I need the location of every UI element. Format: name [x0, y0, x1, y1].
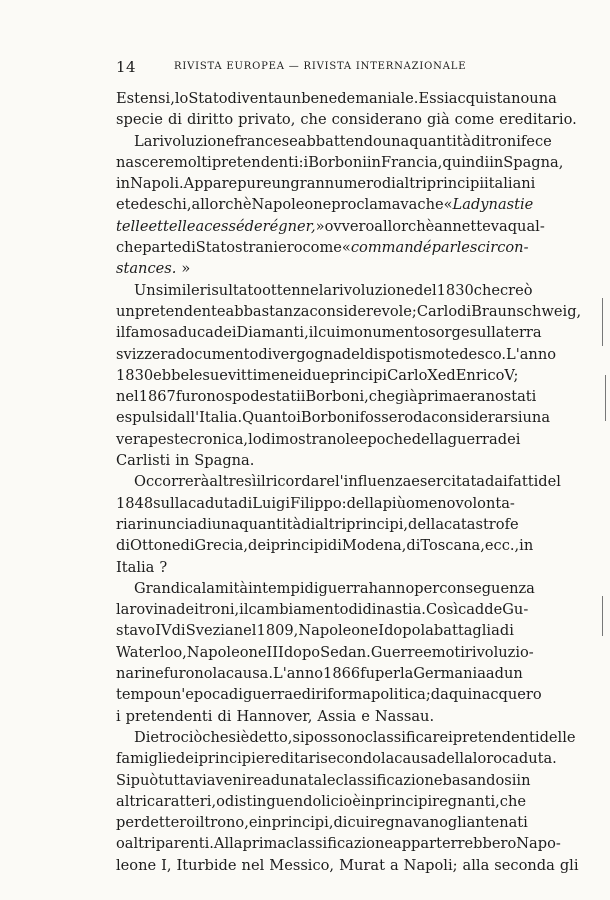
text-line: Un simile risultato ottenne la rivoluzione del 1830 che creò	[134, 281, 533, 299]
text-line: nari ne furono la causa. L'anno 1866 fu per la Germania ad un	[116, 665, 523, 683]
text-line: specie di diritto privato, che considerano già come ereditario.	[116, 111, 577, 129]
text-line: che parte di Stato straniero come « commandé par les circon-	[116, 239, 529, 257]
text-line: vera peste cronica, lo dimostrano le epoche della guerra dei	[116, 430, 521, 448]
page-edge-marks	[600, 0, 610, 900]
running-title: RIVISTA EUROPEA — RIVISTA INTERNAZIONALE	[174, 61, 467, 72]
text-line: stavo IV di Svezia nel 1809, Napoleone I dopo la battaglia di	[116, 622, 514, 640]
text-line: altri caratteri, o distinguendoli cioè in principi regnanti, che	[116, 792, 526, 810]
text-line: Dietro ciò che si è detto, si possono classificare i pretendenti delle	[134, 728, 576, 746]
text-line: o altri parenti. Alla prima classificazione apparterrebbero Napo-	[116, 835, 561, 853]
paragraph	[116, 88, 577, 131]
text-line: Grandi calamità in tempi di guerra hanno per conseguenza	[134, 579, 535, 597]
text-line: il famosa duca dei Diamanti, il cui monumento sorge sulla terra	[116, 324, 542, 342]
paragraph	[116, 727, 579, 876]
text-line: Occorrerà altresì il ricordare l'influenza esercitata dai fatti del	[134, 473, 561, 491]
page-header	[116, 58, 514, 78]
edge-mark	[605, 375, 606, 421]
text-line: e tedeschi, allorchè Napoleone proclamava che « La dynastie	[116, 196, 534, 214]
text-line: 1848 sulla caduta di Luigi Filippo: della più o meno volonta-	[116, 494, 515, 512]
text-line: Estensi, lo Stato diventa un bene demaniale. Essi acquistano una	[116, 90, 557, 107]
paragraph	[116, 471, 561, 577]
text-line: telle et telle a cessé de régner, » ovvero allorchè annetteva qual-	[116, 217, 545, 235]
paragraph	[116, 578, 542, 727]
text-line: 1830 ebbe le sue vittime nei due principi Carlo X ed Enrico V;	[116, 366, 519, 384]
text-line: Waterloo, Napoleone III dopo Sedan. Guerre e moti rivoluzio-	[116, 643, 534, 661]
text-line: stances. »	[116, 260, 191, 278]
text-line: tempo un'epoca di guerra e di riforma politica; da qui nacquero	[116, 686, 542, 704]
text-line: i pretendenti di Hannover, Assia e Nassau.	[116, 707, 435, 725]
text-line: famiglie dei principi ereditari secondo la causa della loro caduta.	[116, 750, 557, 768]
text-line: in Napoli. Appare pure un gran numero di altri principi italiani	[116, 175, 536, 193]
paragraph	[116, 131, 564, 280]
text-line: ria rinuncia di una quantità di altri principi, della catastrofe	[116, 515, 519, 533]
text-line: Si può tuttavia venire ad una tale classificazione basandosi in	[116, 771, 531, 789]
text-line: un pretendente abbastanza considerevole; Carlo di Braunschweig,	[116, 302, 582, 320]
text-line: nascere molti pretendenti: i Borboni in Francia, quindi in Spagna,	[116, 153, 564, 171]
edge-mark	[602, 596, 603, 636]
paragraph	[116, 280, 582, 472]
text-line: svizzera documento di vergogna del dispotismo tedesco. L' anno	[116, 345, 557, 363]
text-line: di Ottone di Grecia, dei principi di Modena, di Toscana, ecc., in	[116, 537, 534, 555]
text-line: nel 1867 furono spodestati i Borboni, che già prima erano stati	[116, 388, 537, 406]
page-number: 14	[116, 58, 137, 76]
text-line: Carlisti in Spagna.	[116, 452, 255, 470]
text-line: espulsi dall'Italia. Quanto i Borboni fossero da considerarsi una	[116, 409, 551, 427]
edge-mark	[602, 298, 603, 346]
text-line: La rivoluzione francese abbattendo una quantità di troni fece	[134, 132, 552, 150]
text-line: leone I, Iturbide nel Messico, Murat a Napoli; alla seconda gli	[116, 856, 579, 874]
text-line: Italia ?	[116, 558, 168, 576]
text-line: la rovina dei troni, il cambiamento di dinastia. Così cadde Gu-	[116, 601, 529, 619]
body-text	[116, 88, 582, 876]
text-line: perdettero il trono, e in principi, di cui regnavano gli antenati	[116, 814, 528, 832]
